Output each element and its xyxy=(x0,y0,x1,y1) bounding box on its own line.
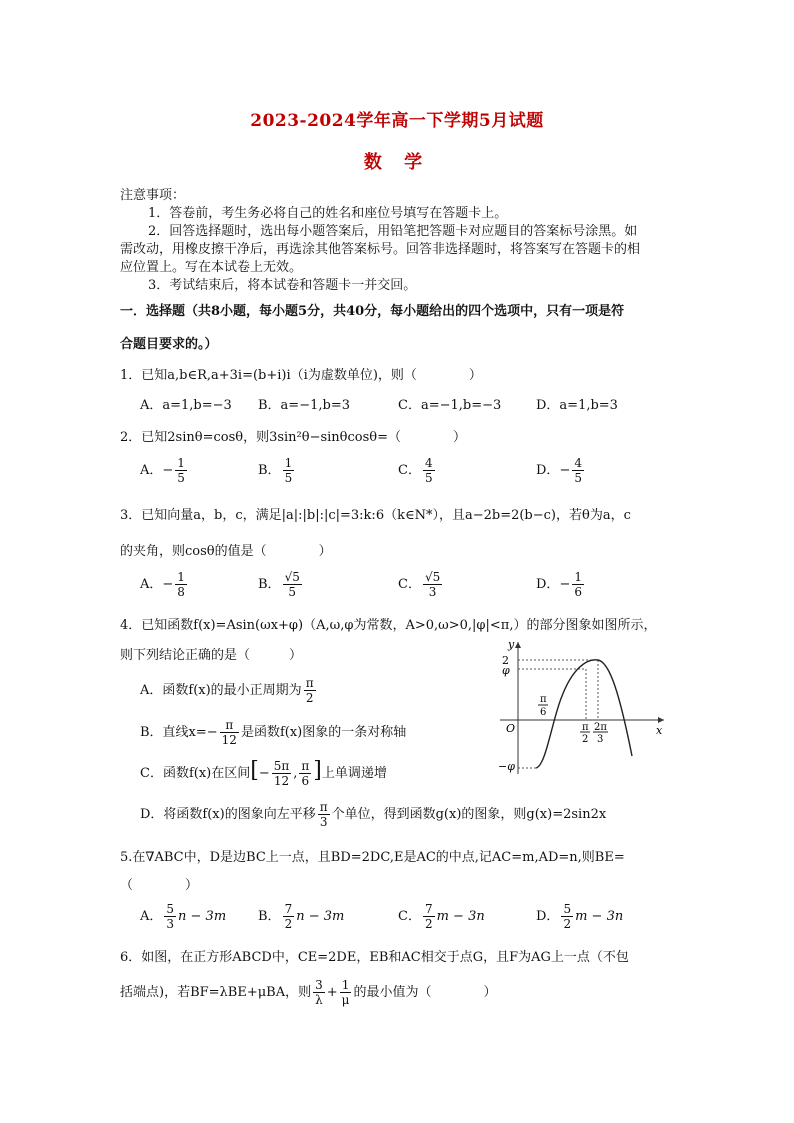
q3-option-c: C． $\frac{√5}{3}$ xyxy=(398,570,441,599)
q4-stem-1: 4．已知函数f(x)=Asin(ωx+φ)（A,ω,φ为常数，A>0,ω>0,|φ|<π,）的部分图象如图所示， xyxy=(120,618,657,633)
q6-stem-1: 6．如图，在正方形ABCD中，CE=2DE，EB和AC相交于点G，且F为AG上一点（不包 xyxy=(120,950,629,965)
tick-pi6-num: π xyxy=(540,694,547,705)
q5-option-b: B． $\frac{7}{2}$ n − 3m xyxy=(258,902,345,931)
q4-sine-graph xyxy=(496,636,672,778)
x-axis-arrow xyxy=(658,717,664,723)
q3-option-b: B． $\frac{√5}{5}$ xyxy=(258,570,300,599)
note-1: 1．答卷前，考生务必将自己的姓名和座位号填写在答题卡上。 xyxy=(148,206,508,221)
q3-stem-2: 的夹角，则cosθ的值是（ ） xyxy=(120,544,332,559)
note-2c: 应位置上。写在本试卷上无效。 xyxy=(120,260,303,275)
tick-pi2-num: π xyxy=(582,722,589,733)
tick-negphi: −φ xyxy=(498,760,515,773)
q1-option-d: D．a=1,b=3 xyxy=(536,398,618,413)
q1-option-c: C．a=−1,b=−3 xyxy=(398,398,502,413)
q5-option-c: C． $\frac{7}{2}$ m − 3n xyxy=(398,902,485,931)
section1-line2: 合题目要求的。） xyxy=(120,337,218,352)
y-axis-label: y xyxy=(508,638,515,651)
subject-title: 数 学 xyxy=(363,152,431,173)
note-2a: 2．回答选择题时，选出每小题答案后，用铅笔把答题卡对应题目的答案标号涂黑。如 xyxy=(148,224,638,239)
q2-option-d: D．− $\frac{4}{5}$ xyxy=(536,456,582,485)
q5-paren: （ ） xyxy=(120,878,199,893)
x-axis-label: x xyxy=(656,724,663,737)
q4-option-a: A．函数f(x)的最小正周期为 $\frac{\pi}{2}$ xyxy=(140,676,314,705)
tick-pi2-den: 2 xyxy=(582,734,589,745)
q4-option-d: D．将函数f(x)的图象向左平移 $\frac{\pi}{3}$ 个单位，得到函数g(x)的图象，则g(x)=2sin2x xyxy=(140,800,607,829)
tick-pi6-den: 6 xyxy=(540,707,547,718)
q1-option-a: A．a=1,b=−3 xyxy=(140,398,232,413)
notes-heading: 注意事项： xyxy=(120,188,186,203)
q3-option-d: D．− $\frac{1}{6}$ xyxy=(536,570,582,599)
tick-2pi3-den: 3 xyxy=(597,734,604,745)
q2-option-a: A．− $\frac{1}{5}$ xyxy=(140,456,185,485)
y-axis-arrow xyxy=(515,642,521,648)
q4-option-b: B．直线x=− $\frac{\pi}{12}$ 是函数f(x)图象的一条对称轴 xyxy=(140,718,407,747)
q2-stem: 2．已知2sinθ=cosθ，则3sin²θ−sinθcosθ=（ ） xyxy=(120,430,466,445)
q3-option-a: A．− $\frac{1}{8}$ xyxy=(140,570,185,599)
q3-stem-1: 3．已知向量a，b，c，满足|a|:|b|:|c|=3:k:6（k∈N*），且a−2b=2(b−c)，若θ为a，c xyxy=(120,508,631,523)
q5-option-d: D． $\frac{5}{2}$ m − 3n xyxy=(536,902,624,931)
q1-stem: 1．已知a,b∈R,a+3i=(b+i)i（i为虚数单位)，则（ ） xyxy=(120,368,482,383)
section1-line1: 一．选择题（共8小题，每小题5分，共40分，每小题给出的四个选项中，只有一项是符 xyxy=(120,304,625,319)
note-2b: 需改动，用橡皮擦干净后，再选涂其他答案标号。回答非选择题时，将答案写在答题卡的相 xyxy=(120,242,641,257)
tick-2: 2 xyxy=(502,654,509,667)
note-3: 3．考试结束后，将本试卷和答题卡一并交回。 xyxy=(148,278,417,293)
q6-stem-2: 括端点)，若BF=λBE+μBA，则 $\frac{3}{\lambda}$ + $\frac{1}{\mu}$ 的最小值为（ ） xyxy=(120,978,497,1007)
q4-stem-2: 则下列结论正确的是（ ） xyxy=(120,648,303,663)
q1-option-b: B．a=−1,b=3 xyxy=(258,398,350,413)
q5-option-a: A． $\frac{5}{3}$ n − 3m xyxy=(140,902,227,931)
sine-curve xyxy=(536,660,632,768)
tick-2pi3-num: 2π xyxy=(594,722,607,733)
q2-option-b: B． $\frac{1}{5}$ xyxy=(258,456,293,485)
origin-label: O xyxy=(506,722,516,735)
exam-title: 2023-2024学年高一下学期5月试题 xyxy=(250,111,544,131)
q2-option-c: C． $\frac{4}{5}$ xyxy=(398,456,433,485)
q5-stem: 5.在∇ABC中，D是边BC上一点，且BD=2DC,E是AC的中点,记AC=m,AD=n,则BE= xyxy=(120,850,625,865)
tick-phi: φ xyxy=(502,664,510,677)
q4-option-c: C．函数f(x)在区间[− $\frac{5\pi}{12}$ , $\frac{\pi}{6}$ ]上单调递增 xyxy=(140,758,387,788)
